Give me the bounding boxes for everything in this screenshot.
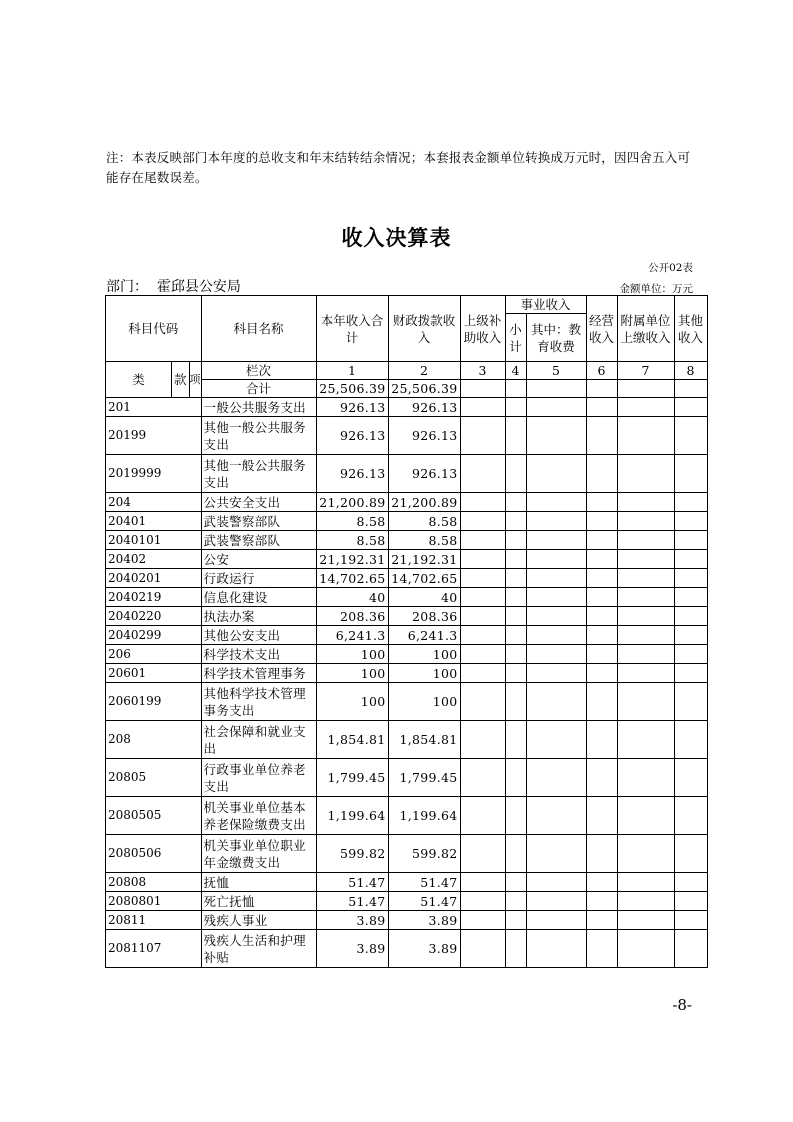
subject-name: 公安 (201, 550, 316, 569)
income-total: 3.89 (316, 930, 388, 968)
income-total: 1,854.81 (316, 721, 388, 759)
department-name: 霍邱县公安局 (156, 279, 241, 295)
empty-cell (617, 417, 674, 455)
income-total: 21,192.31 (316, 550, 388, 569)
table-row (106, 873, 708, 892)
empty-cell (617, 645, 674, 664)
empty-cell (460, 588, 505, 607)
empty-cell (505, 892, 526, 911)
empty-cell (586, 721, 617, 759)
empty-cell (586, 607, 617, 626)
header-affiliated: 附属单位上缴收入 (617, 296, 674, 362)
empty-cell (586, 645, 617, 664)
col-number: 2 (388, 362, 460, 380)
empty-cell (526, 493, 586, 512)
income-total: 3.89 (316, 911, 388, 930)
empty-cell (674, 835, 707, 873)
subject-code: 2060199 (106, 683, 202, 721)
empty-cell (460, 512, 505, 531)
empty-cell (617, 607, 674, 626)
empty-cell (526, 645, 586, 664)
fiscal-income: 926.13 (388, 398, 460, 417)
department-label: 部门： (106, 279, 148, 295)
empty-cell (460, 607, 505, 626)
empty-cell (505, 683, 526, 721)
subject-code: 2080505 (106, 797, 202, 835)
subject-code: 2080801 (106, 892, 202, 911)
table-row (106, 493, 708, 512)
fiscal-income: 8.58 (388, 512, 460, 531)
empty-cell (674, 721, 707, 759)
empty-cell (526, 873, 586, 892)
income-total: 8.58 (316, 512, 388, 531)
header-fiscal: 财政拨款收入 (388, 296, 460, 362)
empty-cell (505, 398, 526, 417)
empty-cell (586, 835, 617, 873)
income-table (105, 295, 708, 968)
income-total: 926.13 (316, 455, 388, 493)
fiscal-income: 3.89 (388, 930, 460, 968)
table-row (106, 588, 708, 607)
empty-cell (586, 683, 617, 721)
empty-cell (586, 892, 617, 911)
empty-cell (674, 930, 707, 968)
empty-cell (526, 797, 586, 835)
empty-cell (505, 873, 526, 892)
empty-cell (674, 398, 707, 417)
table-row (106, 645, 708, 664)
total-fiscal: 25,506.39 (388, 380, 460, 398)
header-superior: 上级补助收入 (460, 296, 505, 362)
fiscal-income: 599.82 (388, 835, 460, 873)
table-row (106, 759, 708, 797)
empty-cell (460, 398, 505, 417)
page-title: 收入决算表 (341, 226, 452, 250)
empty-cell (617, 550, 674, 569)
empty-cell (526, 930, 586, 968)
table-row (106, 512, 708, 531)
income-total: 100 (316, 683, 388, 721)
header-edu-fee: 其中：教育收费 (526, 314, 586, 362)
empty-cell (526, 455, 586, 493)
col-number: 8 (674, 362, 707, 380)
subject-code: 20805 (106, 759, 202, 797)
header-xiang: 项 (189, 362, 201, 398)
empty-cell (505, 380, 526, 398)
subject-code: 2040101 (106, 531, 202, 550)
empty-cell (617, 892, 674, 911)
empty-cell (460, 873, 505, 892)
empty-cell (505, 721, 526, 759)
empty-cell (505, 531, 526, 550)
empty-cell (617, 664, 674, 683)
fiscal-income: 3.89 (388, 911, 460, 930)
empty-cell (505, 835, 526, 873)
table-row (106, 911, 708, 930)
empty-cell (505, 417, 526, 455)
table-row (106, 398, 708, 417)
table-note: 注：本表反映部门本年度的总收支和年末结转结余情况；本套报表金额单位转换成万元时，因四舍五入可能存在尾数误差。 (106, 150, 691, 185)
empty-cell (526, 569, 586, 588)
subject-code: 201 (106, 398, 202, 417)
total-label: 合计 (201, 380, 316, 398)
empty-cell (674, 664, 707, 683)
col-number: 1 (316, 362, 388, 380)
fiscal-income: 6,241.3 (388, 626, 460, 645)
fiscal-income: 8.58 (388, 531, 460, 550)
form-code: 公开02表 (648, 262, 693, 274)
empty-cell (505, 550, 526, 569)
empty-cell (505, 588, 526, 607)
empty-cell (505, 455, 526, 493)
header-subtotal: 小计 (505, 314, 526, 362)
table-row (106, 417, 708, 455)
empty-cell (505, 493, 526, 512)
table-row (106, 607, 708, 626)
empty-cell (617, 797, 674, 835)
empty-cell (526, 835, 586, 873)
empty-cell (460, 645, 505, 664)
empty-cell (617, 380, 674, 398)
header-lanci: 栏次 (201, 362, 316, 380)
subject-code: 20811 (106, 911, 202, 930)
income-total: 51.47 (316, 873, 388, 892)
empty-cell (460, 417, 505, 455)
empty-cell (674, 512, 707, 531)
header-other: 其他收入 (674, 296, 707, 362)
empty-cell (617, 683, 674, 721)
subject-name: 残疾人生活和护理补贴 (201, 930, 316, 968)
empty-cell (674, 683, 707, 721)
income-total: 599.82 (316, 835, 388, 873)
empty-cell (586, 493, 617, 512)
empty-cell (617, 455, 674, 493)
subject-name: 信息化建设 (201, 588, 316, 607)
subject-code: 20199 (106, 417, 202, 455)
empty-cell (526, 398, 586, 417)
header-total: 本年收入合计 (316, 296, 388, 362)
subject-code: 20808 (106, 873, 202, 892)
fiscal-income: 21,192.31 (388, 550, 460, 569)
empty-cell (526, 512, 586, 531)
col-number: 5 (526, 362, 586, 380)
income-total: 1,199.64 (316, 797, 388, 835)
subject-name: 公共安全支出 (201, 493, 316, 512)
fiscal-income: 100 (388, 683, 460, 721)
subject-code: 2040219 (106, 588, 202, 607)
empty-cell (674, 797, 707, 835)
subject-name: 武装警察部队 (201, 512, 316, 531)
subject-name: 科学技术支出 (201, 645, 316, 664)
empty-cell (617, 873, 674, 892)
subject-name: 抚恤 (201, 873, 316, 892)
subject-code: 206 (106, 645, 202, 664)
subject-name: 执法办案 (201, 607, 316, 626)
subject-name: 其他一般公共服务支出 (201, 417, 316, 455)
empty-cell (586, 569, 617, 588)
fiscal-income: 926.13 (388, 417, 460, 455)
empty-cell (460, 911, 505, 930)
col-number: 4 (505, 362, 526, 380)
table-row (106, 569, 708, 588)
empty-cell (505, 930, 526, 968)
table-row (106, 835, 708, 873)
table-row (106, 930, 708, 968)
empty-cell (674, 380, 707, 398)
subject-name: 行政运行 (201, 569, 316, 588)
col-number: 7 (617, 362, 674, 380)
empty-cell (460, 721, 505, 759)
empty-cell (505, 911, 526, 930)
subject-code: 20601 (106, 664, 202, 683)
subject-code: 2019999 (106, 455, 202, 493)
empty-cell (460, 380, 505, 398)
empty-cell (674, 607, 707, 626)
fiscal-income: 51.47 (388, 873, 460, 892)
income-total: 208.36 (316, 607, 388, 626)
income-total: 1,799.45 (316, 759, 388, 797)
fiscal-income: 40 (388, 588, 460, 607)
subject-name: 其他一般公共服务支出 (201, 455, 316, 493)
empty-cell (460, 455, 505, 493)
empty-cell (505, 569, 526, 588)
empty-cell (617, 569, 674, 588)
subject-code: 2040201 (106, 569, 202, 588)
col-number: 3 (460, 362, 505, 380)
empty-cell (674, 873, 707, 892)
empty-cell (617, 531, 674, 550)
income-total: 21,200.89 (316, 493, 388, 512)
empty-cell (460, 569, 505, 588)
empty-cell (460, 550, 505, 569)
empty-cell (460, 797, 505, 835)
header-row-1 (106, 296, 708, 314)
subject-name: 残疾人事业 (201, 911, 316, 930)
empty-cell (586, 550, 617, 569)
empty-cell (586, 417, 617, 455)
income-total: 926.13 (316, 417, 388, 455)
fiscal-income: 100 (388, 664, 460, 683)
header-operating: 经营收入 (586, 296, 617, 362)
empty-cell (674, 911, 707, 930)
empty-cell (674, 493, 707, 512)
income-total: 100 (316, 645, 388, 664)
empty-cell (674, 455, 707, 493)
empty-cell (617, 493, 674, 512)
empty-cell (460, 493, 505, 512)
header-business: 事业收入 (505, 296, 586, 314)
empty-cell (617, 398, 674, 417)
subject-name: 机关事业单位基本养老保险缴费支出 (201, 797, 316, 835)
empty-cell (460, 759, 505, 797)
empty-cell (526, 911, 586, 930)
amount-unit: 金额单位：万元 (619, 283, 693, 295)
department-line (106, 276, 241, 296)
empty-cell (617, 721, 674, 759)
empty-cell (617, 835, 674, 873)
empty-cell (617, 930, 674, 968)
empty-cell (586, 380, 617, 398)
empty-cell (674, 550, 707, 569)
table-row (106, 721, 708, 759)
header-lei: 类 (106, 362, 172, 398)
empty-cell (617, 588, 674, 607)
empty-cell (586, 797, 617, 835)
subject-code: 20402 (106, 550, 202, 569)
empty-cell (674, 626, 707, 645)
empty-cell (526, 588, 586, 607)
table-row (106, 626, 708, 645)
header-kuan: 款 (172, 362, 190, 398)
empty-cell (586, 873, 617, 892)
empty-cell (586, 455, 617, 493)
fiscal-income: 1,199.64 (388, 797, 460, 835)
empty-cell (526, 380, 586, 398)
empty-cell (617, 911, 674, 930)
income-total: 14,702.65 (316, 569, 388, 588)
subject-name: 社会保障和就业支出 (201, 721, 316, 759)
table-row (106, 455, 708, 493)
empty-cell (460, 835, 505, 873)
col-number: 6 (586, 362, 617, 380)
empty-cell (526, 759, 586, 797)
empty-cell (526, 531, 586, 550)
fiscal-income: 208.36 (388, 607, 460, 626)
header-code: 科目代码 (106, 296, 202, 362)
header-name: 科目名称 (201, 296, 316, 362)
empty-cell (526, 417, 586, 455)
empty-cell (526, 892, 586, 911)
subject-code: 2080506 (106, 835, 202, 873)
fiscal-income: 21,200.89 (388, 493, 460, 512)
subject-code: 204 (106, 493, 202, 512)
empty-cell (674, 569, 707, 588)
subject-name: 其他公安支出 (201, 626, 316, 645)
income-total: 40 (316, 588, 388, 607)
subject-name: 其他科学技术管理事务支出 (201, 683, 316, 721)
empty-cell (586, 512, 617, 531)
subject-code: 2081107 (106, 930, 202, 968)
empty-cell (505, 607, 526, 626)
table-row (106, 892, 708, 911)
fiscal-income: 926.13 (388, 455, 460, 493)
fiscal-income: 51.47 (388, 892, 460, 911)
empty-cell (674, 531, 707, 550)
empty-cell (674, 645, 707, 664)
empty-cell (586, 664, 617, 683)
empty-cell (586, 531, 617, 550)
subject-name: 死亡抚恤 (201, 892, 316, 911)
income-total: 51.47 (316, 892, 388, 911)
empty-cell (505, 626, 526, 645)
subject-name: 一般公共服务支出 (201, 398, 316, 417)
page-number: -8- (672, 996, 692, 1014)
empty-cell (460, 892, 505, 911)
subject-name: 机关事业单位职业年金缴费支出 (201, 835, 316, 873)
empty-cell (505, 645, 526, 664)
fiscal-income: 100 (388, 645, 460, 664)
empty-cell (586, 398, 617, 417)
income-total: 8.58 (316, 531, 388, 550)
subject-name: 武装警察部队 (201, 531, 316, 550)
empty-cell (460, 930, 505, 968)
empty-cell (526, 664, 586, 683)
empty-cell (526, 683, 586, 721)
income-total: 100 (316, 664, 388, 683)
empty-cell (617, 626, 674, 645)
income-total: 6,241.3 (316, 626, 388, 645)
subject-code: 2040299 (106, 626, 202, 645)
empty-cell (586, 759, 617, 797)
empty-cell (505, 797, 526, 835)
empty-cell (674, 892, 707, 911)
table-row (106, 797, 708, 835)
empty-cell (526, 550, 586, 569)
subject-code: 20401 (106, 512, 202, 531)
subject-name: 科学技术管理事务 (201, 664, 316, 683)
subject-name: 行政事业单位养老支出 (201, 759, 316, 797)
fiscal-income: 14,702.65 (388, 569, 460, 588)
empty-cell (617, 759, 674, 797)
table-row (106, 683, 708, 721)
empty-cell (586, 626, 617, 645)
empty-cell (505, 759, 526, 797)
empty-cell (586, 588, 617, 607)
table-row (106, 664, 708, 683)
empty-cell (674, 417, 707, 455)
fiscal-income: 1,799.45 (388, 759, 460, 797)
empty-cell (505, 664, 526, 683)
empty-cell (505, 512, 526, 531)
table-row (106, 531, 708, 550)
empty-cell (460, 531, 505, 550)
fiscal-income: 1,854.81 (388, 721, 460, 759)
empty-cell (526, 626, 586, 645)
empty-cell (617, 512, 674, 531)
header-row-3 (106, 362, 708, 380)
empty-cell (526, 607, 586, 626)
empty-cell (460, 626, 505, 645)
income-total: 926.13 (316, 398, 388, 417)
empty-cell (674, 759, 707, 797)
empty-cell (586, 930, 617, 968)
total-amount: 25,506.39 (316, 380, 388, 398)
empty-cell (586, 911, 617, 930)
subject-code: 208 (106, 721, 202, 759)
empty-cell (460, 664, 505, 683)
subject-code: 2040220 (106, 607, 202, 626)
empty-cell (674, 588, 707, 607)
table-row (106, 550, 708, 569)
empty-cell (526, 721, 586, 759)
empty-cell (460, 683, 505, 721)
